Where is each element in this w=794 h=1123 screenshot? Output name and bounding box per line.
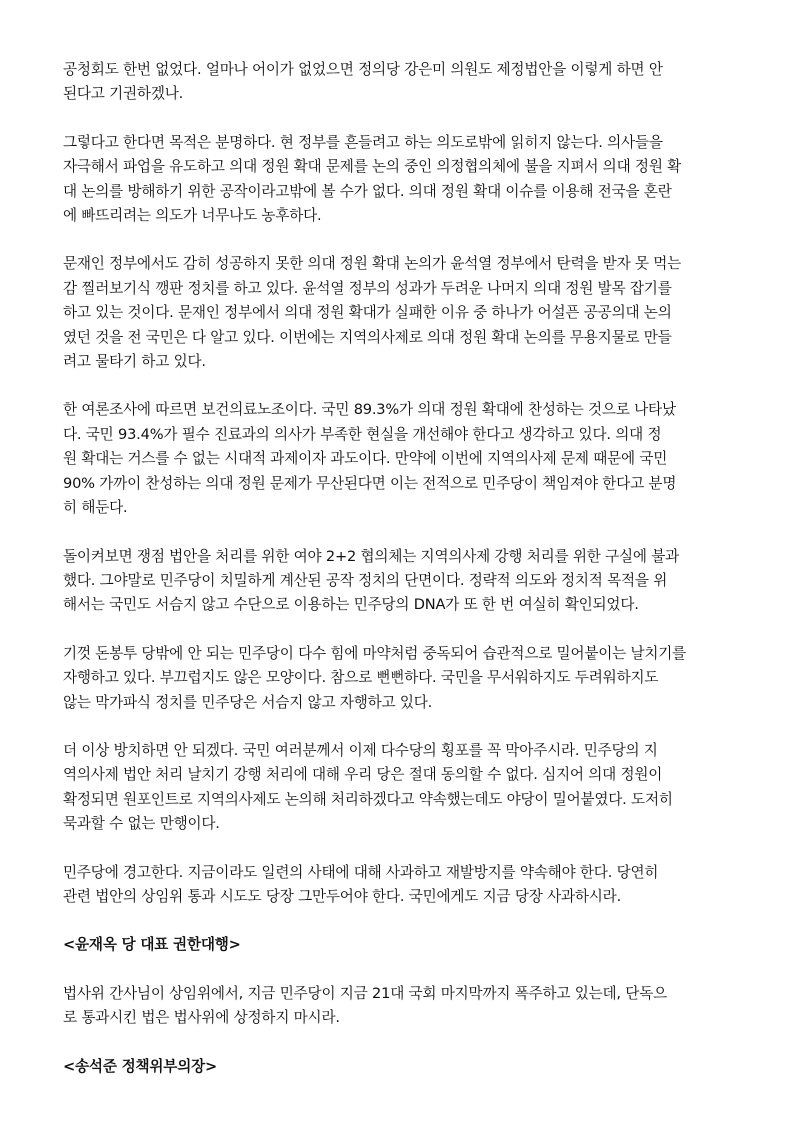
body-paragraph: 민주당에 경고한다. 지금이라도 일련의 사태에 대해 사과하고 재발방지를 약속해야 한다. 당연히 관련 법안의 상임위 통과 시도도 당장 그만두어야 한다. 국민에게도 지금 당장 사과하시라.	[63, 863, 659, 905]
document-page	[63, 58, 741, 1103]
body-paragraph: 문재인 정부에서도 감히 성공하지 못한 의대 정원 확대 논의가 윤석열 정부에서 탄력을 받자 못 먹는 감 찔러보기식 깽판 정치를 하고 있다. 윤석열 정부의 성과가 두려운 나머지 의대 정원 발목 잡기를 하고 있는 것이다. 문재인 정부에서 의대 정원 확대가 실패한 이유 중 하나가 어설픈 공공의대 논의 였던 것을 전 국민은 다 알고 있다. 이번에는 지역의사제로 의대 정원 확대 논의를 무용지물로 만들 려고 물타기 하고 있다.	[63, 255, 682, 371]
speaker-heading: <송석준 정책위부의장>	[63, 1057, 218, 1075]
body-paragraph: 법사위 간사님이 상임위에서, 지금 민주당이 지금 21대 국회 마지막까지 폭주하고 있는데, 단독으 로 통과시킨 법은 법사위에 상정하지 마시라.	[63, 984, 667, 1027]
speaker-heading: <윤재옥 당 대표 권한대행>	[63, 936, 241, 954]
body-paragraph: 돌이켜보면 쟁점 법안을 처리를 위한 여야 2+2 협의체는 지역의사제 강행 처리를 위한 구실에 불과 했다. 그야말로 민주당이 치밀하게 계산된 공작 정치의 단면이다. 정략적 의도와 정치적 목적을 위 해서는 국민도 서슴지 않고 수단으로 이용하는 민주당의 DNA가 또 한 번 여실히 확인되었다.	[63, 547, 680, 614]
body-paragraph: 그렇다고 한다면 목적은 분명하다. 현 정부를 흔들려고 하는 의도로밖에 읽히지 않는다. 의사들을 자극해서 파업을 유도하고 의대 정원 확대 문제를 논의 중인 의정협의체에 불을 지펴서 의대 정원 확 대 논의를 방해하기 위한 공작이라고밖에 볼 수가 없다. 의대 정원 확대 이슈를 이용해 전국을 혼란 에 빠뜨리려는 의도가 너무나도 농후하다.	[63, 133, 682, 225]
body-paragraph: 한 여론조사에 따르면 보건의료노조이다. 국민 89.3%가 의대 정원 확대에 찬성하는 것으로 나타났 다. 국민 93.4%가 필수 진료과의 의사가 부족한 현실을 개선해야 한다고 생각하고 있다. 의대 정 원 확대는 거스를 수 없는 시대적 과제이자 과도이다. 만약에 이번에 지역의사제 문제 때문에 국민 90% 가까이 찬성하는 의대 정원 문제가 무산된다면 이는 전적으로 민주당이 책임져야 한다고 분명 히 해둔다.	[63, 401, 677, 517]
body-paragraph: 더 이상 방치하면 안 되겠다. 국민 여러분께서 이제 다수당의 횡포를 꼭 막아주시라. 민주당의 지 역의사제 법안 처리 날치기 강행 처리에 대해 우리 당은 절대 동의할 수 없다. 심지어 의대 정원이 확정되면 원포인트로 지역의사제도 논의해 처리하겠다고 약속했는데도 야당이 밀어붙였다. 도저히 묵과할 수 없는 만행이다.	[63, 741, 673, 833]
body-paragraph: 기껏 돈봉투 당밖에 안 되는 민주당이 다수 힘에 마약처럼 중독되어 습관적으로 밀어붙이는 날치기를 자행하고 있다. 부끄럽지도 않은 모양이다. 참으로 뻔뻔하다. 국민을 무서워하지도 두려워하지도 않는 막가파식 정치를 민주당은 서슴지 않고 자행하고 있다.	[63, 644, 687, 711]
body-paragraph: 공청회도 한번 없었다. 얼마나 어이가 없었으면 정의당 강은미 의원도 제정법안을 이렇게 하면 안 된다고 기권하겠나.	[63, 61, 663, 103]
